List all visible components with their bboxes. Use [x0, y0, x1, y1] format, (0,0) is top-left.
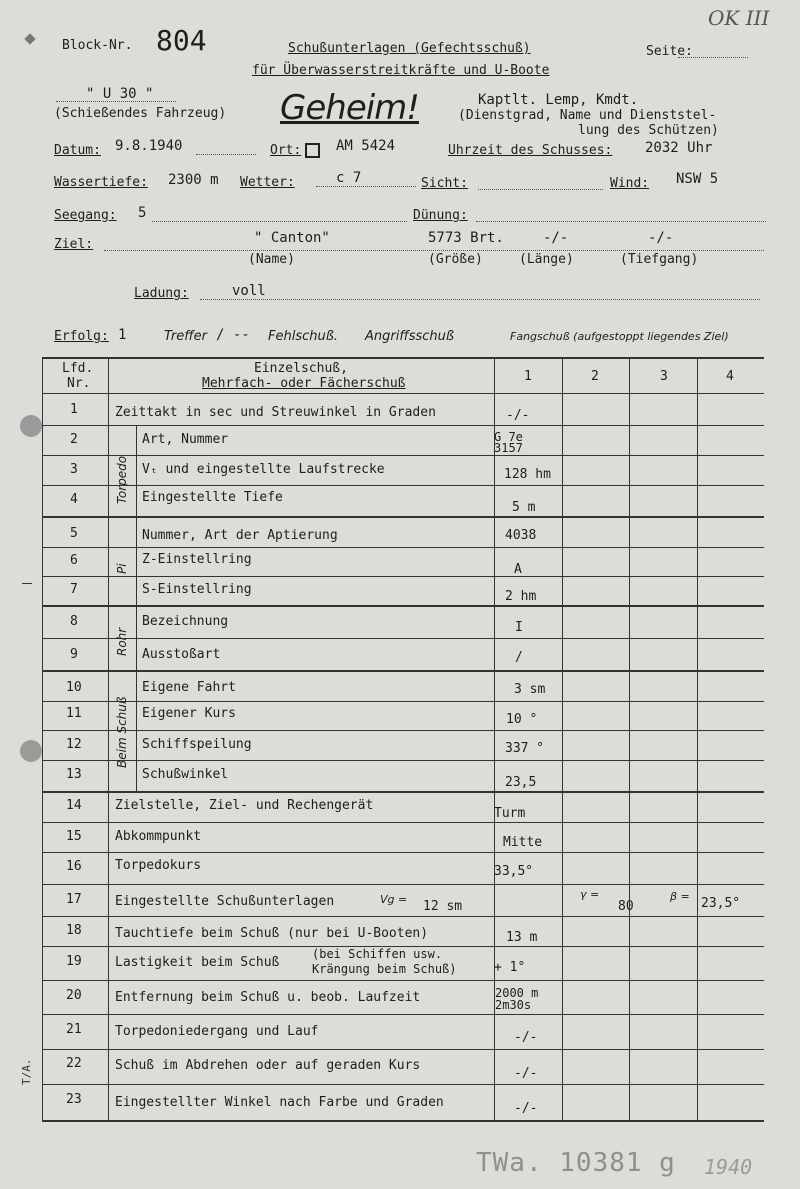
ziel-groesse-value: 5773 Brt. — [428, 230, 504, 246]
group-rohr: Rohr — [115, 627, 129, 656]
ziel-label: Ziel: — [54, 237, 94, 252]
group-pi: Pi — [115, 563, 129, 574]
row-number: 21 — [66, 1022, 82, 1037]
wetter-label: Wetter: — [240, 175, 295, 190]
ort-label: Ort: — [270, 143, 302, 158]
value-col1: G 7e 3157 — [494, 430, 523, 455]
head-col-2: 2 — [591, 369, 599, 384]
row-label: Eingestellte Tiefe — [142, 490, 283, 505]
field-line — [56, 101, 176, 102]
row-number: 5 — [70, 526, 78, 541]
row-label: Lastigkeit beim Schuß — [115, 955, 280, 970]
seite-label: Seite: — [646, 44, 693, 59]
table-rule — [42, 852, 764, 853]
table-rule — [629, 357, 630, 1121]
row-number: 1 — [70, 402, 78, 417]
datum-value: 9.8.1940 — [115, 138, 183, 154]
row17-vg-label: Vg = — [380, 893, 408, 906]
field-line — [478, 189, 603, 190]
row-label: Ausstoßart — [142, 647, 221, 662]
table-rule — [42, 357, 764, 359]
tiefgang-label: (Tiefgang) — [620, 252, 699, 267]
row-number: 15 — [66, 829, 82, 844]
row-number: 4 — [70, 492, 78, 507]
block-label: Block-Nr. — [62, 38, 133, 53]
punch-hole — [20, 415, 42, 437]
row-label: Schußwinkel — [142, 767, 229, 782]
table-rule — [42, 1014, 764, 1015]
value-col1: 23,5 — [505, 775, 537, 790]
row-number: 2 — [70, 432, 78, 447]
treffer-count: 1 — [118, 327, 127, 343]
row-number: 7 — [70, 582, 78, 597]
row17-vg-value: 12 sm — [423, 899, 463, 914]
row-label: Tauchtiefe beim Schuß (nur bei U-Booten) — [115, 926, 429, 941]
row17-beta-value: 23,5° — [701, 896, 741, 911]
table-rule — [42, 455, 764, 456]
table-rule — [562, 357, 563, 1121]
archive-stamp: TWa. 10381 g — [476, 1148, 676, 1178]
fangschuss-label: Fangschuß (aufgestoppt liegendes Ziel) — [510, 330, 729, 343]
margin-tick — [22, 583, 32, 584]
table-rule — [697, 357, 698, 1121]
table-rule — [42, 670, 764, 672]
datum-label: Datum: — [54, 143, 101, 158]
table-rule — [42, 822, 764, 823]
field-line — [200, 299, 760, 300]
table-rule — [42, 357, 43, 1121]
table-rule — [42, 980, 764, 981]
row-number: 23 — [66, 1092, 82, 1107]
group-torpedo: Torpedo — [115, 455, 129, 504]
field-line — [678, 57, 748, 58]
value-col1: -/- — [514, 1066, 538, 1081]
table-rule — [42, 1049, 764, 1050]
table-rule — [42, 791, 764, 793]
wassertiefe-value: 2300 m — [168, 172, 219, 188]
row17-gamma-label: γ = — [580, 888, 600, 901]
row-label: Eigene Fahrt — [142, 680, 236, 695]
head-nr: Nr. — [67, 376, 91, 391]
uhrzeit-value: 2032 Uhr — [645, 140, 713, 156]
ort-value: AM 5424 — [336, 138, 396, 154]
row-label: Zeittakt in sec und Streuwinkel in Graden — [115, 405, 436, 420]
head-lfd: Lfd. — [62, 361, 94, 376]
row-label: Z-Einstellring — [142, 552, 252, 567]
value-col1: + 1° — [494, 960, 526, 975]
row-label: Art, Nummer — [142, 432, 229, 447]
value-col1: -/- — [514, 1030, 538, 1045]
archive-year: 1940 — [704, 1155, 753, 1179]
table-rule — [42, 760, 764, 761]
table-rule — [42, 1120, 764, 1122]
table-rule — [42, 393, 764, 394]
field-line — [316, 186, 416, 187]
wind-value: NSW 5 — [676, 171, 719, 187]
row-number: 18 — [66, 923, 82, 938]
row-label: Torpedoniedergang und Lauf — [115, 1024, 319, 1039]
angriffsschuss-label: Angriffsschuß — [365, 329, 455, 344]
vessel-label: (Schießendes Fahrzeug) — [54, 106, 227, 121]
row-label: Entfernung beim Schuß u. beob. Laufzeit — [115, 990, 421, 1005]
wetter-value: c 7 — [336, 170, 362, 186]
table-rule — [42, 605, 764, 607]
corner-mark: OK III — [708, 6, 770, 30]
commander-label-1: (Dienstgrad, Name und Dienststel- — [458, 108, 717, 123]
commander-label-2: lung des Schützen) — [578, 123, 719, 138]
row-label: S-Einstellring — [142, 582, 252, 597]
value-col1: 2000 m — [495, 986, 539, 1000]
laenge-label: (Länge) — [519, 252, 574, 267]
wind-label: Wind: — [610, 176, 650, 191]
groesse-label: (Größe) — [428, 252, 483, 267]
value-col1: Mitte — [503, 835, 543, 850]
row-label: Nummer, Art der Aptierung — [142, 528, 338, 543]
table-rule — [42, 485, 764, 486]
commander-value: Kaptlt. Lemp, Kmdt. — [478, 92, 639, 108]
value-col1: 10 ° — [506, 712, 538, 727]
row-number: 22 — [66, 1056, 82, 1071]
row-label: Schuß im Abdrehen oder auf geraden Kurs — [115, 1058, 421, 1073]
field-line — [152, 221, 407, 222]
table-rule — [108, 357, 109, 1121]
row-label: Eigener Kurs — [142, 706, 236, 721]
fehlschuss-count: / -- — [216, 327, 250, 343]
head-mehrfach: Mehrfach- oder Fächerschuß — [202, 376, 406, 391]
field-line — [196, 154, 256, 155]
side-mark: T/A. — [20, 1058, 33, 1085]
value-col1-time: 2m30s — [495, 998, 532, 1012]
row-label: Torpedokurs — [115, 858, 202, 873]
punch-hole — [20, 740, 42, 762]
row-number: 13 — [66, 767, 82, 782]
value-col1: -/- — [514, 1101, 538, 1116]
table-rule — [42, 1084, 764, 1085]
row-number: 10 — [66, 680, 82, 695]
duenung-label: Dünung: — [413, 208, 468, 223]
row-number: 14 — [66, 798, 82, 813]
geheim-stamp: Geheim! — [280, 88, 419, 128]
treffer-label: Treffer — [164, 329, 207, 344]
row-label: Eingestellte Schußunterlagen — [115, 894, 335, 909]
form-title-line1: Schußunterlagen (Gefechtsschuß) — [288, 41, 531, 56]
ziel-laenge-value: -/- — [543, 230, 569, 246]
value-col1: 337 ° — [505, 741, 545, 756]
row17-beta-label: β = — [670, 890, 690, 903]
table-rule — [42, 425, 764, 426]
row-label: Bezeichnung — [142, 614, 229, 629]
seegang-label: Seegang: — [54, 208, 117, 223]
value-col1: 3 sm — [514, 682, 546, 697]
table-rule — [42, 884, 764, 885]
row-label: Schiffspeilung — [142, 737, 252, 752]
row-number: 8 — [70, 614, 78, 629]
value-col1: A — [514, 562, 522, 577]
head-col-3: 3 — [660, 369, 668, 384]
value-col1: -/- — [506, 408, 530, 423]
row-number: 6 — [70, 553, 78, 568]
table-rule — [42, 576, 764, 577]
table-rule — [42, 547, 764, 548]
row19-note-2: Krängung beim Schuß) — [312, 962, 457, 976]
fehlschuss-label: Fehlschuß. — [268, 329, 339, 344]
table-rule — [42, 730, 764, 731]
value-col1: 128 hm — [504, 467, 551, 482]
table-rule — [42, 701, 764, 702]
row-number: 12 — [66, 737, 82, 752]
row-number: 11 — [66, 706, 82, 721]
value-col1: 33,5° — [494, 864, 534, 879]
erfolg-label: Erfolg: — [54, 329, 109, 344]
seegang-value: 5 — [138, 205, 147, 221]
field-line — [104, 250, 764, 251]
value-col1: 2 hm — [505, 589, 537, 604]
row-number: 3 — [70, 462, 78, 477]
value-col1: / — [515, 650, 523, 665]
row-label: Eingestellter Winkel nach Farbe und Graden — [115, 1095, 444, 1110]
head-col-4: 4 — [726, 369, 734, 384]
table-rule — [42, 516, 764, 518]
head-col-1: 1 — [524, 369, 532, 384]
row19-note-1: (bei Schiffen usw. — [312, 947, 443, 961]
value-col1: 4038 — [505, 528, 537, 543]
value-col1: 5 m — [512, 500, 536, 515]
row-number: 16 — [66, 859, 82, 874]
sicht-label: Sicht: — [421, 176, 468, 191]
table-rule — [42, 916, 764, 917]
table-rule — [136, 425, 137, 792]
ziel-name-value: " Canton" — [254, 230, 330, 246]
row-number: 20 — [66, 988, 82, 1003]
row-number: 9 — [70, 647, 78, 662]
ladung-label: Ladung: — [134, 286, 189, 301]
head-einzel: Einzelschuß, — [254, 361, 348, 376]
form-title-line2: für Überwasserstreitkräfte und U-Boote — [252, 63, 550, 78]
group-beim-schuss: Beim Schuß — [115, 696, 129, 768]
ladung-value: voll — [232, 283, 266, 299]
ort-box-icon — [305, 143, 320, 158]
value-col1: Turm — [494, 806, 526, 821]
row-label: Vₜ und eingestellte Laufstrecke — [142, 462, 385, 477]
ziel-tiefgang-value: -/- — [648, 230, 674, 246]
row17-gamma-value: 80 — [618, 899, 634, 914]
vessel-value: " U 30 " — [86, 86, 154, 102]
block-number: 804 — [156, 24, 207, 57]
row-number: 19 — [66, 954, 82, 969]
row-label: Zielstelle, Ziel- und Rechengerät — [115, 798, 374, 813]
row-label: Abkommpunkt — [115, 829, 202, 844]
row-number: 17 — [66, 892, 82, 907]
uhrzeit-label: Uhrzeit des Schusses: — [448, 143, 613, 158]
table-rule — [42, 638, 764, 639]
name-label: (Name) — [248, 252, 295, 267]
wassertiefe-label: Wassertiefe: — [54, 175, 148, 190]
value-col1: 13 m — [506, 930, 538, 945]
value-col1: I — [515, 620, 523, 635]
margin-tick — [24, 33, 35, 44]
field-line — [476, 221, 766, 222]
